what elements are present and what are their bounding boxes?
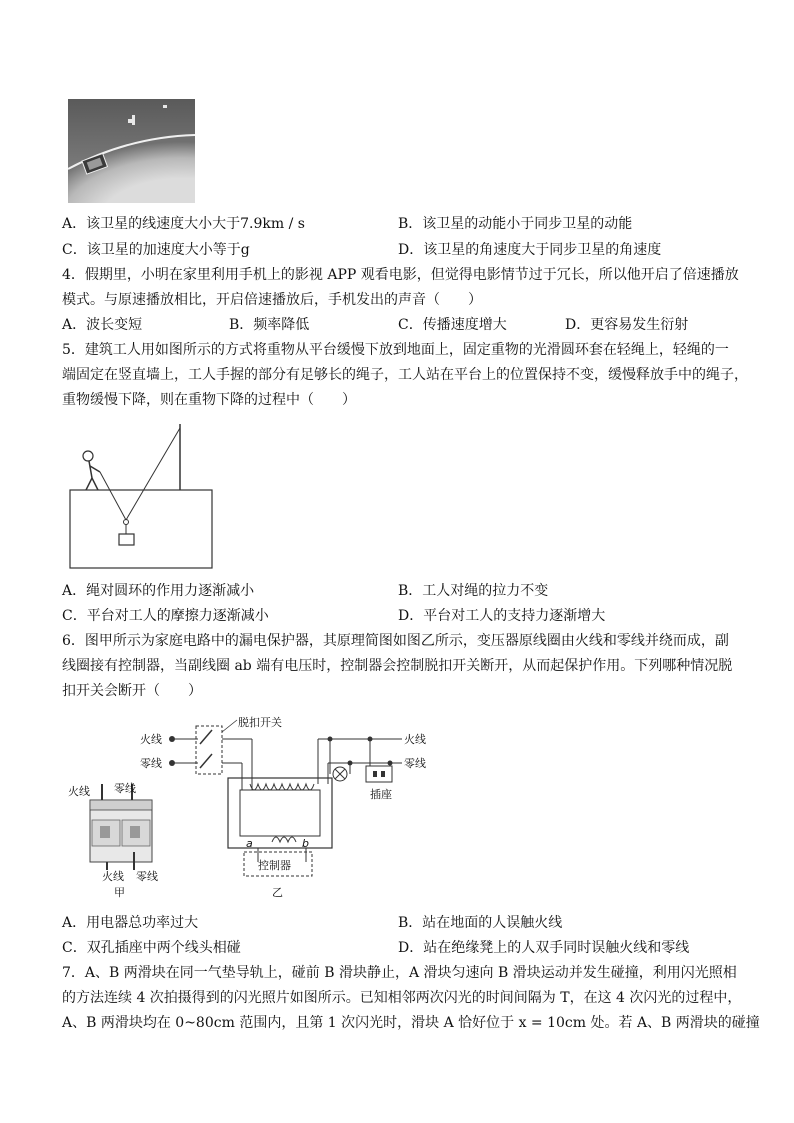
- q3-option-a: A．该卫星的线速度大小大于7.9km / s: [62, 216, 305, 232]
- socket-icon: [366, 766, 392, 782]
- jia-neutral-label: 零线: [114, 782, 136, 795]
- yi-live-right-label: 火线: [404, 733, 426, 746]
- q4-option-c: C．传播速度增大: [398, 317, 507, 333]
- yi-live-label: 火线: [140, 733, 162, 746]
- q5-stem-line1: 5．建筑工人用如图所示的方式将重物从平台缓慢下放到地面上，固定重物的光滑圆环套在轻绳上，轻绳的一: [62, 342, 729, 358]
- q3-option-c: C．该卫星的加速度大小等于g: [62, 242, 250, 258]
- terminal-a-label: a: [246, 837, 253, 850]
- leakage-protector-figure: [62, 712, 442, 902]
- jia-live-bottom-label: 火线: [102, 870, 124, 883]
- q5-option-d: D．平台对工人的支持力逐渐增大: [398, 608, 606, 624]
- worker-platform-figure: [68, 420, 218, 570]
- jia-live-label: 火线: [68, 785, 90, 798]
- q5-stem-line3: 重物缓慢下降，则在重物下降的过程中（ ）: [62, 392, 356, 408]
- q5-option-c: C．平台对工人的摩擦力逐渐减小: [62, 608, 269, 624]
- q6-option-c: C．双孔插座中两个线头相碰: [62, 940, 241, 956]
- q3-option-d: D．该卫星的角速度大于同步卫星的角速度: [398, 242, 662, 258]
- q6-stem-line1: 6．图甲所示为家庭电路中的漏电保护器，其原理简图如图乙所示，变压器原线圈由火线和零线并绕而成，副: [62, 633, 729, 649]
- q4-option-b: B．频率降低: [229, 317, 310, 333]
- controller-label: 控制器: [258, 859, 291, 872]
- breaker-device: [90, 784, 152, 870]
- jia-neutral-bottom-label: 零线: [136, 870, 158, 883]
- q7-stem-line2: 的方法连续 4 次拍摄得到的闪光照片如图所示。已知相邻两次闪光的时间间隔为 T，在这 4 次闪光的过程中，: [62, 990, 742, 1006]
- q6-stem-line3: 扣开关会断开（ ）: [62, 683, 202, 699]
- q6-option-d: D．站在绝缘凳上的人双手同时误触火线和零线: [398, 940, 690, 956]
- q5-stem-line2: 端固定在竖直墙上，工人手握的部分有足够长的绳子，工人站在平台上的位置保持不变，缓慢释放手中的绳子，: [62, 367, 748, 383]
- q7-stem-line3: A、B 两滑块均在 0~80cm 范围内，且第 1 次闪光时，滑块 A 恰好位于 x = 10cm 处。若 A、B 两滑块的碰撞: [62, 1015, 760, 1031]
- q6-option-a: A．用电器总功率过大: [62, 915, 199, 931]
- figure-jia-label: 甲: [114, 886, 125, 899]
- q6-stem-line2: 线圈接有控制器，当副线圈 ab 端有电压时，控制器会控制脱扣开关断开，从而起保护作用。下列哪种情况脱: [62, 658, 733, 674]
- q7-stem-line1: 7．A、B 两滑块在同一气垫导轨上，碰前 B 滑块静止，A 滑块匀速向 B 滑块运动并发生碰撞，利用闪光照相: [62, 965, 737, 981]
- satellite-photo: [68, 99, 195, 203]
- q6-option-b: B．站在地面的人误触火线: [398, 915, 563, 931]
- q4-stem-line2: 模式。与原速播放相比，开启倍速播放后，手机发出的声音（ ）: [62, 292, 482, 308]
- yi-neutral-right-label: 零线: [404, 757, 426, 770]
- q4-option-a: A．波长变短: [62, 317, 143, 333]
- q4-stem-line1: 4．假期里，小明在家里利用手机上的影视 APP 观看电影，但觉得电影情节过于冗长，所以他开启了倍速播放: [62, 267, 739, 283]
- q5-option-a: A．绳对圆环的作用力逐渐减小: [62, 583, 255, 599]
- terminal-b-label: b: [302, 837, 309, 850]
- figure-yi-label: 乙: [272, 886, 283, 899]
- q5-option-b: B．工人对绳的拉力不变: [398, 583, 549, 599]
- q3-option-b: B．该卫星的动能小于同步卫星的动能: [398, 216, 633, 232]
- socket-label: 插座: [370, 788, 392, 801]
- yi-neutral-label: 零线: [140, 757, 162, 770]
- trip-switch-label: 脱扣开关: [238, 716, 282, 729]
- q4-option-d: D．更容易发生衍射: [565, 317, 689, 333]
